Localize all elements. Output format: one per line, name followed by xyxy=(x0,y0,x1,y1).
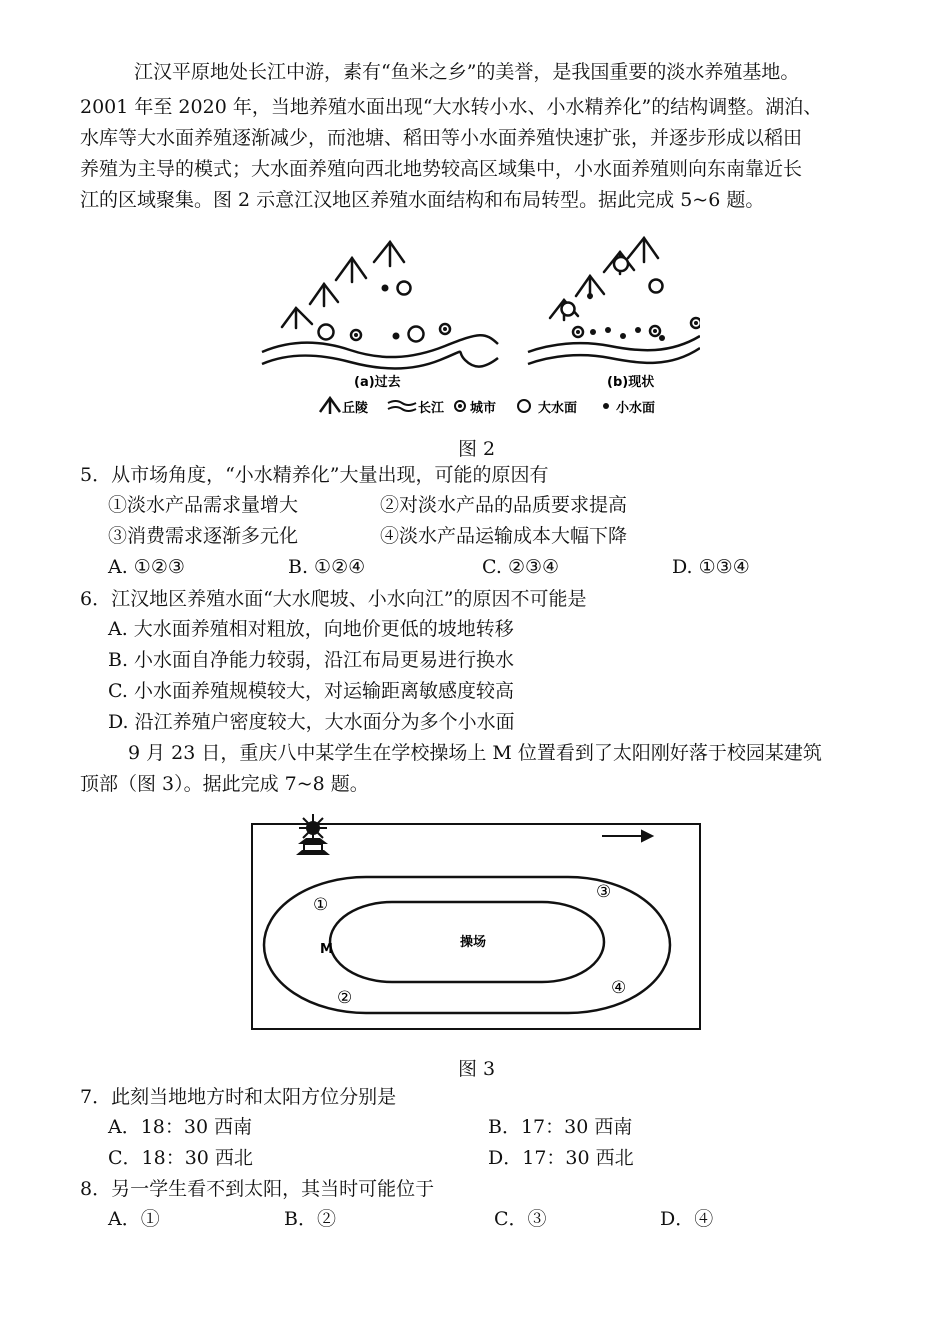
panel-b-diagram xyxy=(528,238,700,390)
legend-river-icon xyxy=(388,401,416,411)
legend-city-label: 城市 xyxy=(470,401,497,416)
question-5-item-1: ①淡水产品需求量增大 xyxy=(108,494,299,516)
position-4-label: ④ xyxy=(611,978,627,998)
city-icon-center xyxy=(576,330,580,334)
figure-2 xyxy=(250,232,700,422)
figure-2-caption: 图 2 xyxy=(458,438,496,460)
question-8-stem: 8．另一学生看不到太阳，其当时可能位于 xyxy=(80,1178,435,1200)
legend-small-water-icon xyxy=(603,403,609,409)
question-6-stem: 6．江汉地区养殖水面“大水爬坡、小水向江”的原因不可能是 xyxy=(80,588,587,610)
question-6-choice-d[interactable]: D. 沿江养殖户密度较大，大水面分为多个小水面 xyxy=(108,711,515,733)
passage-2-line-1: 9 月 23 日，重庆八中某学生在学校操场上 M 位置看到了太阳刚好落于校园某建筑 xyxy=(128,742,822,764)
large-water-icon xyxy=(614,257,628,271)
small-water-icon xyxy=(382,285,389,292)
question-6-choice-a[interactable]: A. 大水面养殖相对粗放，向地价更低的坡地转移 xyxy=(108,618,514,640)
small-water-icon xyxy=(620,333,626,339)
large-water-icon xyxy=(319,325,334,340)
question-5-choice-a[interactable]: A. ①②③ xyxy=(108,556,185,578)
small-water-icon xyxy=(635,327,641,333)
direction-arrow-icon xyxy=(602,831,652,841)
question-5-item-4: ④淡水产品运输成本大幅下降 xyxy=(380,525,628,547)
position-2-label: ② xyxy=(337,988,353,1008)
question-8-choice-a[interactable]: A．① xyxy=(108,1208,160,1230)
passage-1-line-3: 水库等大水面养殖逐渐减少，而池塘、稻田等小水面养殖快速扩张，并逐步形成以稻田 xyxy=(80,127,803,149)
question-5-choice-b[interactable]: B. ①②④ xyxy=(288,556,366,578)
figure-3-caption: 图 3 xyxy=(458,1058,496,1080)
field-label: 操场 xyxy=(460,935,487,950)
small-water-icon xyxy=(393,333,400,340)
legend-hills-icon xyxy=(320,398,340,414)
city-icon-center xyxy=(443,327,447,331)
question-5-choice-d[interactable]: D. ①③④ xyxy=(672,556,750,578)
question-8-choice-c[interactable]: C．③ xyxy=(494,1208,547,1230)
question-7-choice-d[interactable]: D．17：30 西北 xyxy=(488,1147,634,1169)
question-5-item-3: ③消费需求逐渐多元化 xyxy=(108,525,299,547)
large-water-icon xyxy=(398,282,411,295)
question-8-choice-d[interactable]: D．④ xyxy=(660,1208,714,1230)
river-icon xyxy=(528,336,700,364)
river-icon xyxy=(262,335,498,368)
large-water-icon xyxy=(562,303,575,316)
question-6-choice-c[interactable]: C. 小水面养殖规模较大，对运输距离敏感度较高 xyxy=(108,680,514,702)
panel-a-diagram xyxy=(262,242,498,390)
small-water-icon xyxy=(590,329,596,335)
small-water-icon xyxy=(659,335,665,341)
position-3-label: ③ xyxy=(596,882,612,902)
small-water-icon xyxy=(587,293,593,299)
legend-river-label: 长江 xyxy=(418,401,445,416)
question-7-stem: 7．此刻当地地方时和太阳方位分别是 xyxy=(80,1086,397,1108)
passage-1-line-5: 江的区域聚集。图 2 示意江汉地区养殖水面结构和布局转型。据此完成 5~6 题。 xyxy=(80,189,765,211)
city-icon-center xyxy=(354,333,358,337)
question-5-choice-c[interactable]: C. ②③④ xyxy=(482,556,560,578)
question-7-choice-c[interactable]: C．18：30 西北 xyxy=(108,1147,253,1169)
question-5-stem: 5．从市场角度，“小水精养化”大量出现，可能的原因有 xyxy=(80,464,549,486)
legend-small-water-label: 小水面 xyxy=(616,401,656,416)
passage-1-line-4: 养殖为主导的模式；大水面养殖向西北地势较高区域集中，小水面养殖则向东南靠近长 xyxy=(80,158,803,180)
legend-city-icon-center xyxy=(458,404,462,408)
panel-b-label: (b)现状 xyxy=(607,375,655,390)
panel-a-label: (a)过去 xyxy=(354,375,401,390)
city-icon-center xyxy=(653,329,657,333)
question-6-choice-b[interactable]: B. 小水面自净能力较弱，沿江布局更易进行换水 xyxy=(108,649,515,671)
building-with-sun-icon xyxy=(296,814,330,855)
legend-large-water-label: 大水面 xyxy=(538,401,578,416)
city-icon-center xyxy=(694,321,698,325)
figure-3 xyxy=(240,810,710,1035)
question-7-choice-b[interactable]: B．17：30 西南 xyxy=(488,1116,633,1138)
passage-1-line-2: 2001 年至 2020 年，当地养殖水面出现“大水转小水、小水精养化”的结构调整。湖泊、 xyxy=(80,96,823,118)
m-position-label: M xyxy=(320,942,333,957)
question-8-choice-b[interactable]: B．② xyxy=(284,1208,336,1230)
position-1-label: ① xyxy=(313,895,329,915)
passage-1-line-1: 江汉平原地处长江中游，素有“鱼米之乡”的美誉，是我国重要的淡水养殖基地。 xyxy=(134,61,800,83)
small-water-icon xyxy=(605,327,611,333)
large-water-icon xyxy=(650,280,663,293)
passage-2-line-2: 顶部（图 3）。据此完成 7~8 题。 xyxy=(80,773,369,795)
legend-hills-label: 丘陵 xyxy=(342,401,369,416)
large-water-icon xyxy=(409,327,424,342)
question-5-item-2: ②对淡水产品的品质要求提高 xyxy=(380,494,628,516)
question-7-choice-a[interactable]: A．18：30 西南 xyxy=(108,1116,253,1138)
legend-large-water-icon xyxy=(518,400,530,412)
figure-2-legend xyxy=(320,398,655,416)
